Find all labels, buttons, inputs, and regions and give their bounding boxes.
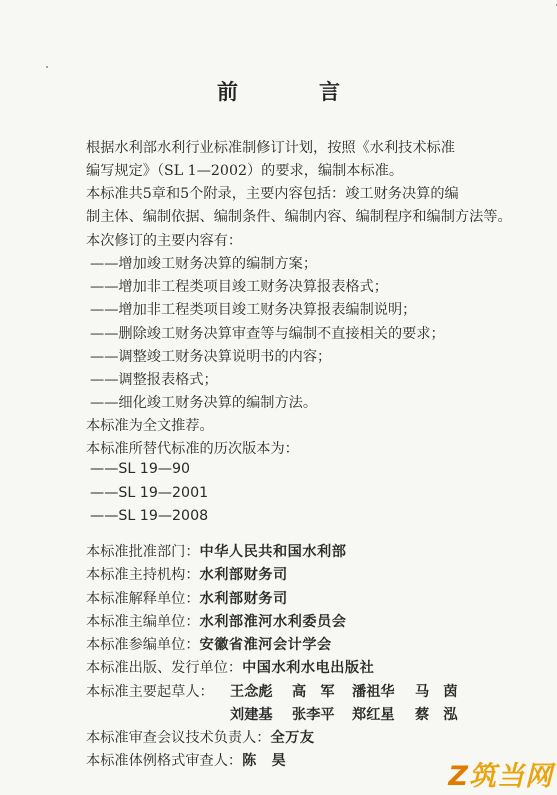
scan-speck (46, 66, 48, 68)
drafter-name: 潘祖华 (352, 684, 395, 700)
paragraph-line: 本次修订的主要内容有： (86, 233, 243, 249)
paragraph-line: 本标准共5章和5个附录，主要内容包括：竣工财务决算的编 (86, 186, 459, 202)
drafter-name: 王念彪 (230, 684, 273, 700)
paragraph-line: 本标准为全文推荐。 (86, 418, 214, 434)
credit-label: 本标准体例格式审查人： (86, 753, 243, 769)
revision-item: ——增加竣工财务决算的编制方案； (90, 256, 318, 272)
page-title: 前 言 (217, 79, 370, 104)
credit-value: 水利部财务司 (199, 591, 288, 607)
drafter-name: 郑红星 (352, 707, 395, 723)
credit-row (86, 588, 288, 608)
credit-label: 本标准批准部门： (86, 544, 200, 560)
revision-item: ——调整竣工财务决算说明书的内容； (90, 349, 332, 365)
credit-value: 安徽省淮河会计学会 (199, 637, 332, 653)
history-item: ——SL 19—2001 (90, 485, 209, 501)
drafters-label: 本标准主要起草人： (86, 684, 214, 700)
revision-item: ——细化竣工财务决算的编制方法。 (90, 395, 318, 411)
revision-item: ——增加非工程类项目竣工财务决算报表格式； (90, 279, 388, 295)
watermark-logo (448, 754, 553, 793)
revision-item: ——调整报表格式； (90, 372, 218, 388)
credit-value: 中华人民共和国水利部 (199, 544, 347, 560)
credit-label: 本标准主编单位： (86, 614, 200, 630)
drafter-name: 高 军 (292, 684, 335, 700)
history-item: ——SL 19—90 (90, 461, 191, 477)
watermark-text: 筑当网 (469, 761, 553, 792)
paragraph-line: 编写规定》（SL 1—2002）的要求，编制本标准。 (86, 163, 404, 179)
credit-row (86, 541, 346, 561)
credit-label: 本标准参编单位： (86, 637, 200, 653)
paragraph-line: 本标准所替代标准的历次版本为： (86, 441, 299, 457)
credit-label: 本标准审查会议技术负责人： (86, 730, 271, 746)
credit-row (86, 727, 315, 747)
credit-row (86, 750, 286, 770)
revision-item: ——删除竣工财务决算审查等与编制不直接相关的要求； (90, 326, 445, 342)
credit-value: 全万友 (270, 730, 315, 746)
revision-item: ——增加非工程类项目竣工财务决算报表编制说明； (90, 302, 417, 318)
credit-label: 本标准主持机构： (86, 567, 200, 583)
watermark-z-icon: Z (448, 761, 469, 792)
drafter-name: 张李平 (292, 707, 335, 723)
credit-value: 水利部财务司 (199, 567, 288, 583)
credit-label: 本标准解释单位： (86, 591, 200, 607)
paragraph-line: 制主体、编制依据、编制条件、编制内容、编制程序和编制方法等。 (86, 209, 512, 225)
drafter-name: 蔡 泓 (415, 707, 458, 723)
credit-value: 陈 昊 (242, 753, 287, 769)
credit-row (86, 564, 288, 584)
paragraph-line: 根据水利部水利行业标准制修订计划，按照《水利技术标准 (86, 140, 455, 156)
credit-label: 本标准出版、发行单位： (86, 660, 243, 676)
credit-row (86, 634, 332, 654)
history-item: ——SL 19—2008 (90, 508, 209, 524)
credit-row (86, 611, 346, 631)
credit-value: 水利部淮河水利委员会 (199, 614, 347, 630)
drafter-name: 马 茵 (415, 684, 458, 700)
credit-value: 中国水利水电出版社 (242, 660, 375, 676)
drafter-name: 刘建基 (230, 707, 273, 723)
credit-row (86, 657, 374, 677)
